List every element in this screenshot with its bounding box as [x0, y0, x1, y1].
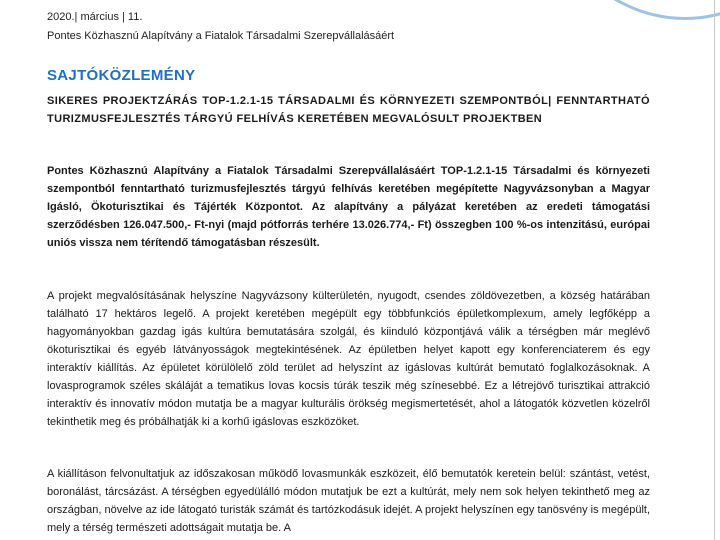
- document-subtitle: SIKERES PROJEKTZÁRÁS TOP-1.2.1-15 TÁRSADALMI ÉS KÖRNYEZETI SZEMPONTBÓL| FENNTARTHATÓ TURIZMUSFEJLESZTÉS TÁRGYÚ FELHÍVÁS KERETÉBEN MEGVALÓSULT PROJEKTBEN: [47, 95, 650, 125]
- body-paragraph-2: A kiállításon felvonultatjuk az időszakosan működő lovasmunkák eszközeit, élő bemutatók keretein belül: szántást, vetést, boronálást, tárcsázást. A térségben egyedülálló módon mutatjuk be ezt a kultúrát, mely nem sok helyen tekinthető meg az országban, növelve az ide látogató turisták számát és tartózkodásuk idejét. A projekt helyszínen egy tanösvény is megépült, mely a térség természeti adottságait mutatja be. A: [47, 468, 650, 534]
- document-date: 2020.| március | 11.: [47, 11, 143, 23]
- body-paragraph-1: A projekt megvalósításának helyszíne Nagyvázsony külterületén, nyugodt, csendes zöldövezetben, a község határában található 17 hektáros legelő. A projekt keretében megépült egy többfunkciós épületkomplexum, amely legfőképp a hagyományokban gazdag igás kultúra bemutatására szolgál, és kiinduló központjává válik a térségben már meglévő ökoturisztikai és egyéb látványosságok megtekintésének. Az épületben helyet kapott egy konferenciaterem és egy interaktív kiállítás. Az épületet körülölelő zöld terület ad helyszínt az igáslovas kultúrát bemutató foglalkozásoknak. A lovasprogramok széles skáláját a tematikus lovas kocsis túrák teszik még színesebbé. Ez a létrejövő turisztikai attrakció interaktív és innovatív módon mutatja be a magyar kulturális örökség megismertetését, ahol a látogatók közvetlen közelről tekinthetik meg és próbálhatják ki a korhű igáslovas eszközöket.: [47, 290, 650, 428]
- organization-line: Pontes Közhasznú Alapítvány a Fiatalok Társadalmi Szerepvállalásáért: [47, 30, 395, 42]
- document-title: SAJTÓKÖZLEMÉNY: [47, 67, 196, 84]
- lead-paragraph: Pontes Közhasznú Alapítvány a Fiatalok Társadalmi Szerepvállalásáért TOP-1.2.1-15 Társadalmi és környezeti szempontból fenntartható turizmusfejlesztés tárgyú felhívás keretében megépítette Nagyvázsonyban a Magyar Igásló, Ökoturisztikai és Tájérték Központot. Az alapítvány a pályázat keretében az eredeti támogatási szerződésben 126.047.500,- Ft-nyi (majd pótforrás terhére 13.026.774,- Ft) összegben 100 %-os intenzitású, európai uniós vissza nem térítendő támogatásban részesült.: [47, 165, 650, 249]
- header-decorative-arc: [525, 0, 720, 20]
- page-edge-line: [714, 0, 715, 540]
